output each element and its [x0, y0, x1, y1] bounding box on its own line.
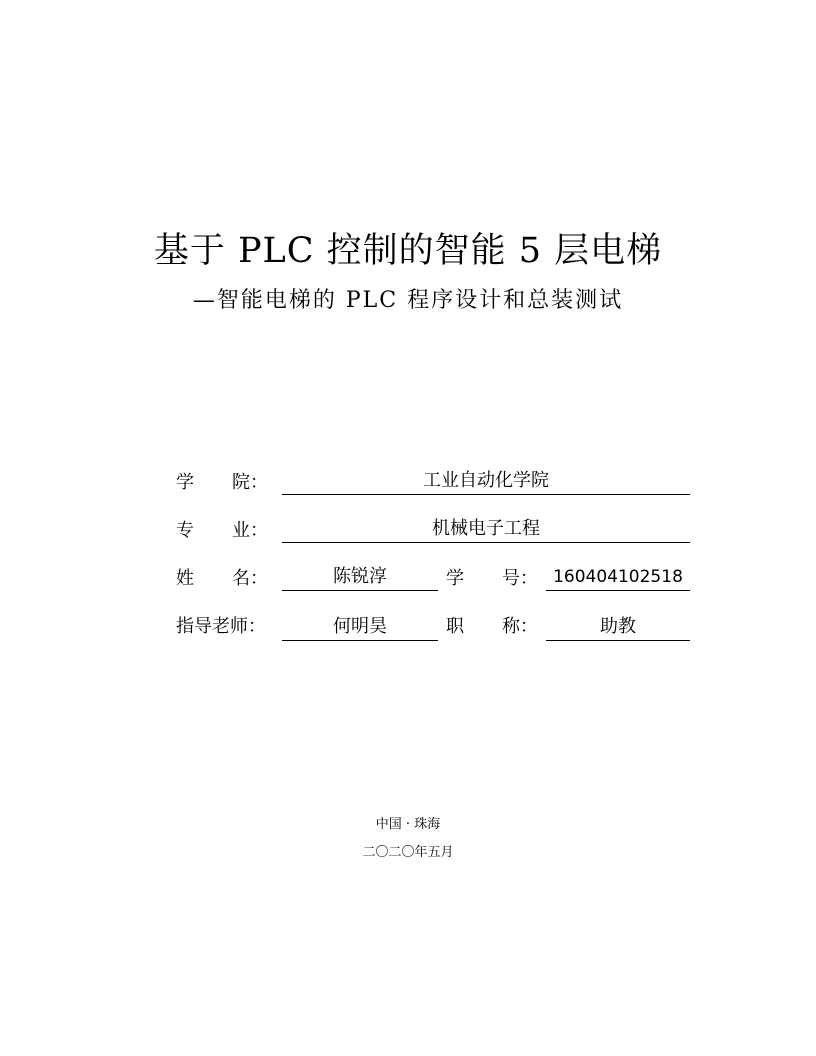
thesis-subtitle: —智能电梯的 PLC 程序设计和总装测试 — [192, 288, 624, 313]
thesis-title: 基于 PLC 控制的智能 5 层电梯 — [153, 231, 663, 271]
name-label — [176, 566, 268, 592]
date-text: 二〇二〇年五月 — [362, 845, 454, 860]
college-label — [176, 470, 268, 496]
advisor-field: 何明昊 — [282, 614, 438, 641]
student-id-field: 160404102518 — [546, 564, 690, 591]
job-title-label-char-1: 职 — [446, 616, 464, 637]
student-id-label — [446, 566, 538, 592]
major-field: 机械电子工程 — [282, 516, 690, 543]
major-label — [176, 518, 268, 544]
name-label-char-1: 姓 — [176, 568, 194, 589]
name-label-char-2: 名： — [232, 568, 268, 589]
job-title-field: 助教 — [546, 614, 690, 641]
major-label-char-1: 专 — [176, 520, 194, 541]
college-field: 工业自动化学院 — [282, 468, 690, 495]
student-id-label-char-2: 号： — [502, 568, 538, 589]
job-title-label-char-2: 称： — [502, 616, 538, 637]
job-title-label — [446, 614, 538, 640]
student-id-label-char-1: 学 — [446, 568, 464, 589]
name-field: 陈锐淳 — [282, 564, 438, 591]
advisor-label: 指导老师： — [176, 616, 266, 637]
college-label-char-2: 院： — [232, 472, 268, 493]
college-label-char-1: 学 — [176, 472, 194, 493]
location-text: 中国 · 珠海 — [375, 817, 441, 832]
major-label-char-2: 业： — [232, 520, 268, 541]
